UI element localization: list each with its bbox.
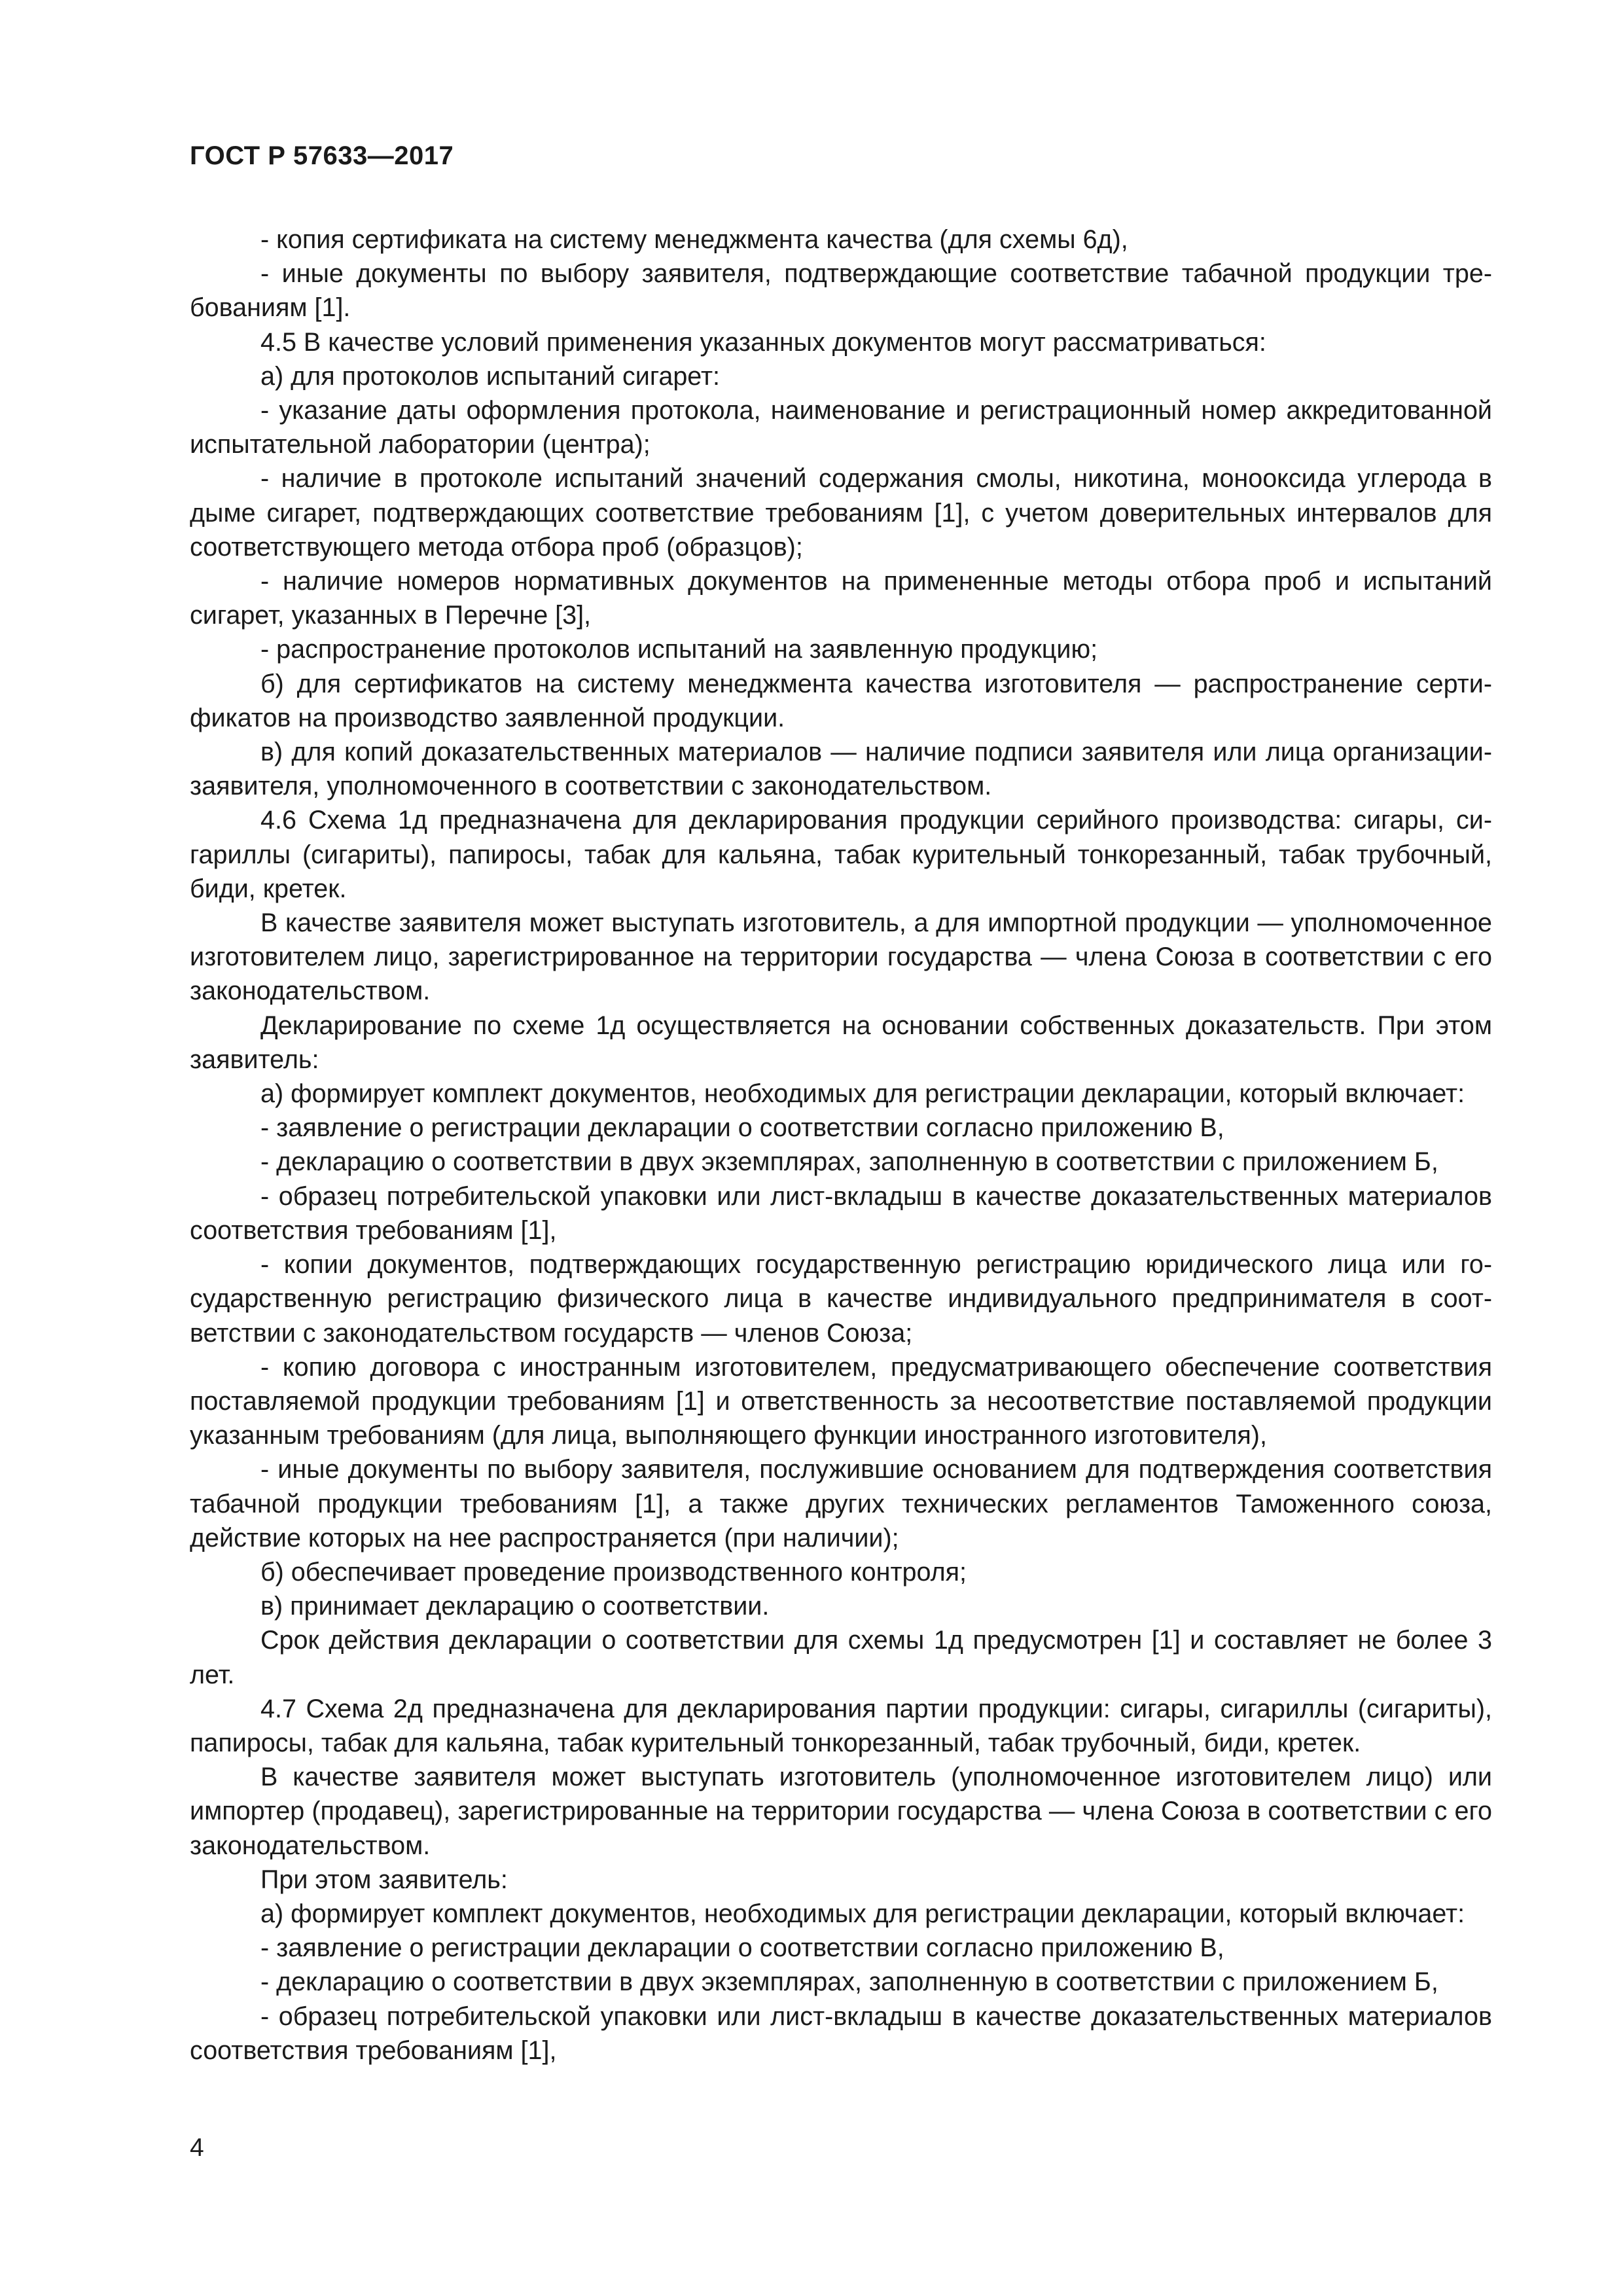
paragraph: - образец потребительской упаковки или лист-вкладыш в качестве доказательственных материалов соответствия требованиям [1], (190, 2001, 1492, 2065)
paragraph: - декларацию о соответствии в двух экземплярах, заполненную в соответствии с приложением Б, (260, 1147, 1438, 1177)
document-header: ГОСТ Р 57633—2017 (190, 141, 454, 170)
paragraph: в) принимает декларацию о соответствии. (260, 1592, 770, 1621)
paragraph: - копии документов, подтверждающих государственную регистрацию юридического лица или государственную регистрацию физического лица в качестве индивидуального предпринимателя в соответствии с законодательством государств — членов Союза; (190, 1250, 1492, 1348)
paragraph: - иные документы по выбору заявителя, подтверждающие соответствие табачной продукции требованиям [1]. (190, 259, 1492, 323)
paragraph: - копию договора с иностранным изготовителем, предусматривающего обеспечение соответствия поставляемой продукции требованиям [1] и ответственность за несоответствие поставляемой продукции указанным требованиям (для лица, выполняющего функции иностранного изготовителя), (190, 1352, 1492, 1450)
paragraph: - наличие в протоколе испытаний значений содержания смолы, никотина, монооксида углерода в дыме сигарет, подтверждающих соответствие требованиям [1], с учетом доверительных интервалов для соответствующего метода отбора проб (образцов); (190, 464, 1492, 562)
paragraph: а) формирует комплект документов, необходимых для регистрации декларации, который включает: (260, 1899, 1465, 1928)
paragraph: Декларирование по схеме 1д осуществляется на основании собственных доказательств. При этом заявитель: (190, 1011, 1492, 1074)
paragraph: - образец потребительской упаковки или лист-вкладыш в качестве доказательственных материалов соответствия требованиям [1], (190, 1181, 1492, 1245)
paragraph: б) для сертификатов на систему менеджмента качества изготовителя — распространение сертификатов на производство заявленной продукции. (190, 669, 1492, 732)
paragraph: а) формирует комплект документов, необходимых для регистрации декларации, который включает: (260, 1079, 1465, 1109)
paragraph: 4.6 Схема 1д предназначена для декларирования продукции серийного производства: сигары, сигариллы (сигариты), папиросы, табак для кальяна, табак курительный тонкорезанный, табак трубочный, биди, кретек. (190, 806, 1492, 903)
paragraph: 4.5 В качестве условий применения указанных документов могут рассматриваться: (260, 327, 1266, 357)
paragraph: - копия сертификата на систему менеджмента качества (для схемы 6д), (260, 225, 1128, 254)
paragraph: - распространение протоколов испытаний на заявленную продукцию; (260, 635, 1098, 664)
paragraph: - заявление о регистрации декларации о соответствии согласно приложению В, (260, 1933, 1224, 1963)
paragraph: - указание даты оформления протокола, наименование и регистрационный номер аккредитованной испытательной лаборатории (центра); (190, 396, 1492, 459)
paragraph: - иные документы по выбору заявителя, послужившие основанием для подтверждения соответствия табачной продукции требованиям [1], а также других технических регламентов Таможенного союза, действие которых на нее распространяется (при наличии); (190, 1455, 1492, 1552)
document-body (190, 223, 1492, 2068)
paragraph: - наличие номеров нормативных документов на примененные методы отбора проб и испытаний сигарет, указанных в Перечне [3], (190, 567, 1492, 630)
page-number: 4 (190, 2134, 204, 2162)
paragraph: В качестве заявителя может выступать изготовитель (уполномоченное изготовителем лицо) или импортер (продавец), зарегистрированные на территории государства — члена Союза в соответствии с его законодательством. (190, 1763, 1492, 1860)
paragraph: б) обеспечивает проведение производственного контроля; (260, 1557, 967, 1587)
paragraph: - декларацию о соответствии в двух экземплярах, заполненную в соответствии с приложением Б, (260, 1967, 1438, 1997)
paragraph: В качестве заявителя может выступать изготовитель, а для импортной продукции — уполномоченное изготовителем лицо, зарегистрированное на территории государства — члена Союза в соответствии с его законодательством. (190, 908, 1492, 1006)
paragraph: а) для протоколов испытаний сигарет: (260, 361, 721, 391)
paragraph: в) для копий доказательственных материалов — наличие подписи заявителя или лица организации-заявителя, уполномоченного в соответствии с законодательством. (190, 738, 1492, 801)
paragraph: 4.7 Схема 2д предназначена для декларирования партии продукции: сигары, сигариллы (сигариты), папиросы, табак для кальяна, табак курительный тонкорезанный, табак трубочный, биди, кретек. (190, 1694, 1492, 1757)
paragraph: Срок действия декларации о соответствии для схемы 1д предусмотрен [1] и составляет не более 3 лет. (190, 1626, 1492, 1689)
paragraph: При этом заявитель: (260, 1865, 508, 1894)
paragraph: - заявление о регистрации декларации о соответствии согласно приложению В, (260, 1113, 1224, 1143)
